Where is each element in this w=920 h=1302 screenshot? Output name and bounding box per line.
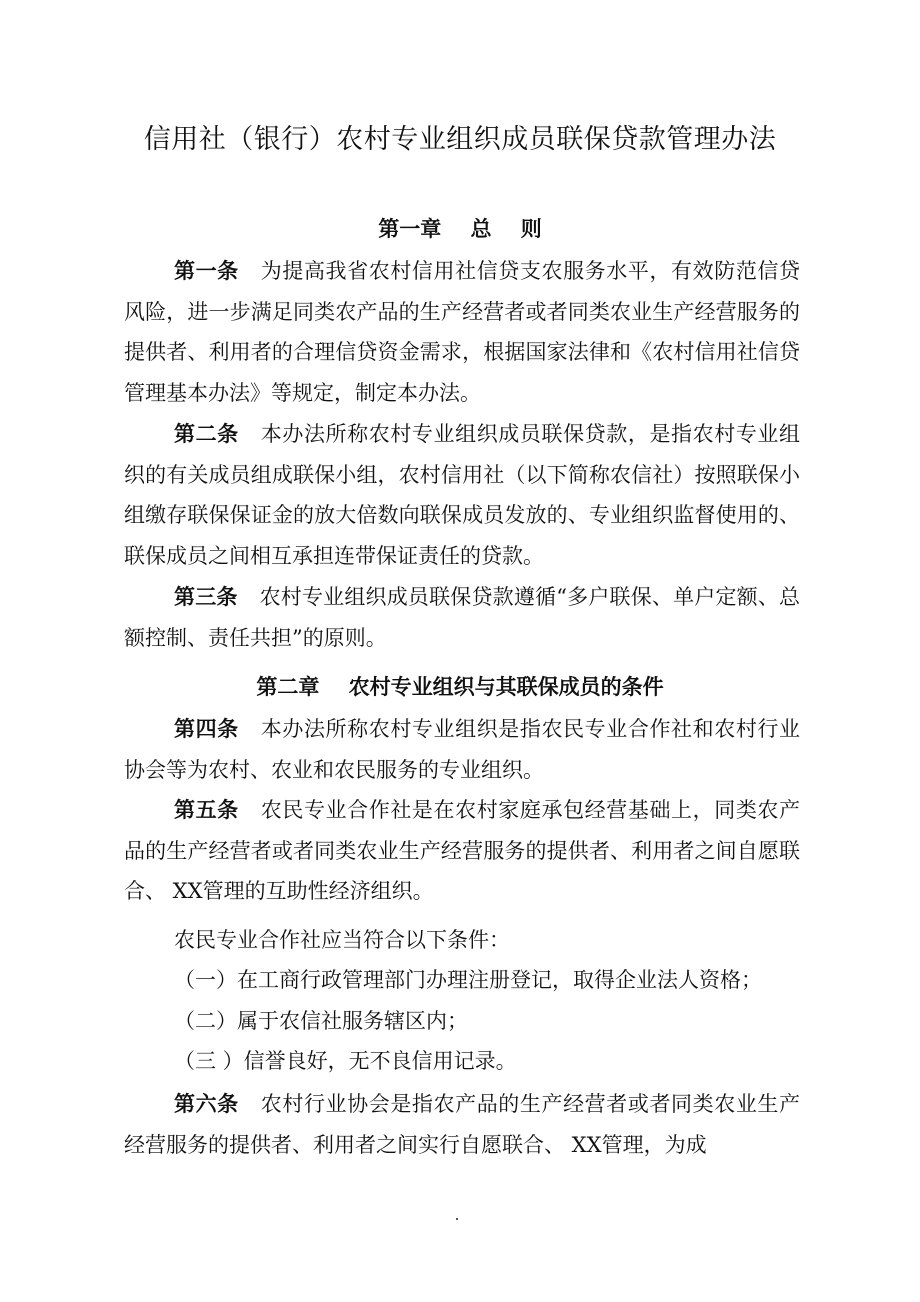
article-5-label: 第五条 (174, 798, 239, 822)
chapter-2-heading: 第二章 农村专业组织与其联保成员的条件 (256, 675, 664, 699)
conditions-intro: 农民专业合作社应当符合以下条件： (174, 928, 510, 952)
article-1-label: 第一条 (174, 259, 239, 283)
article-3-label: 第三条 (174, 585, 238, 609)
article-3-text: 农村专业组织成员联保贷款遵循“多户联保、单户定额、总额控制、责任共担”的原则。 (124, 585, 801, 650)
article-1-text: 为提高我省农村信用社信贷支农服务水平，有效防范信贷风险，进一步满足同类农产品的生产经营者或者同类农业生产经营服务的提供者、利用者的合理信贷资金需求，根据国家法律和《农村信用社信贷管理基本办法》等规定，制定本办法。 (124, 259, 801, 405)
condition-item-2: （二）属于农信社服务辖区内； (174, 1009, 468, 1033)
article-4-text: 本办法所称农村专业组织是指农民专业合作社和农村行业协会等为农村、农业和农民服务的专业组织。 (124, 717, 801, 782)
article-6-label: 第六条 (174, 1092, 239, 1116)
article-3 (124, 577, 800, 658)
article-2-text: 本办法所称农村专业组织成员联保贷款，是指农村专业组织的有关成员组成联保小组，农村信用社（以下简称农信社）按照联保小组缴存联保保证金的放大倍数向联保成员发放的、专业组织监督使用的、联保成员之间相互承担连带保证责任的贷款。 (124, 422, 801, 568)
condition-item-3: （三 ）信誉良好，无不良信用记录。 (174, 1049, 517, 1073)
article-5 (124, 790, 800, 912)
condition-item-1: （一）在工商行政管理部门办理注册登记，取得企业法人资格； (174, 968, 762, 992)
article-6 (124, 1084, 800, 1165)
document-title: 信用社（银行）农村专业组织成员联保贷款管理办法 (143, 124, 777, 155)
chapter-1-heading: 第一章 总 则 (378, 217, 542, 241)
article-2-label: 第二条 (174, 422, 239, 446)
article-4-label: 第四条 (174, 717, 239, 741)
article-6-text: 农村行业协会是指农产品的生产经营者或者同类农业生产经营服务的提供者、利用者之间实行自愿联合、 XX管理，为成 (124, 1092, 801, 1157)
article-2 (124, 414, 800, 576)
article-4 (124, 709, 800, 790)
article-5-text: 农民专业合作社是在农村家庭承包经营基础上，同类农产品的生产经营者或者同类农业生产经营服务的提供者、利用者之间自愿联合、 XX管理的互助性经济组织。 (124, 798, 801, 904)
page-footer-mark (456, 1218, 458, 1220)
article-1 (124, 251, 800, 413)
